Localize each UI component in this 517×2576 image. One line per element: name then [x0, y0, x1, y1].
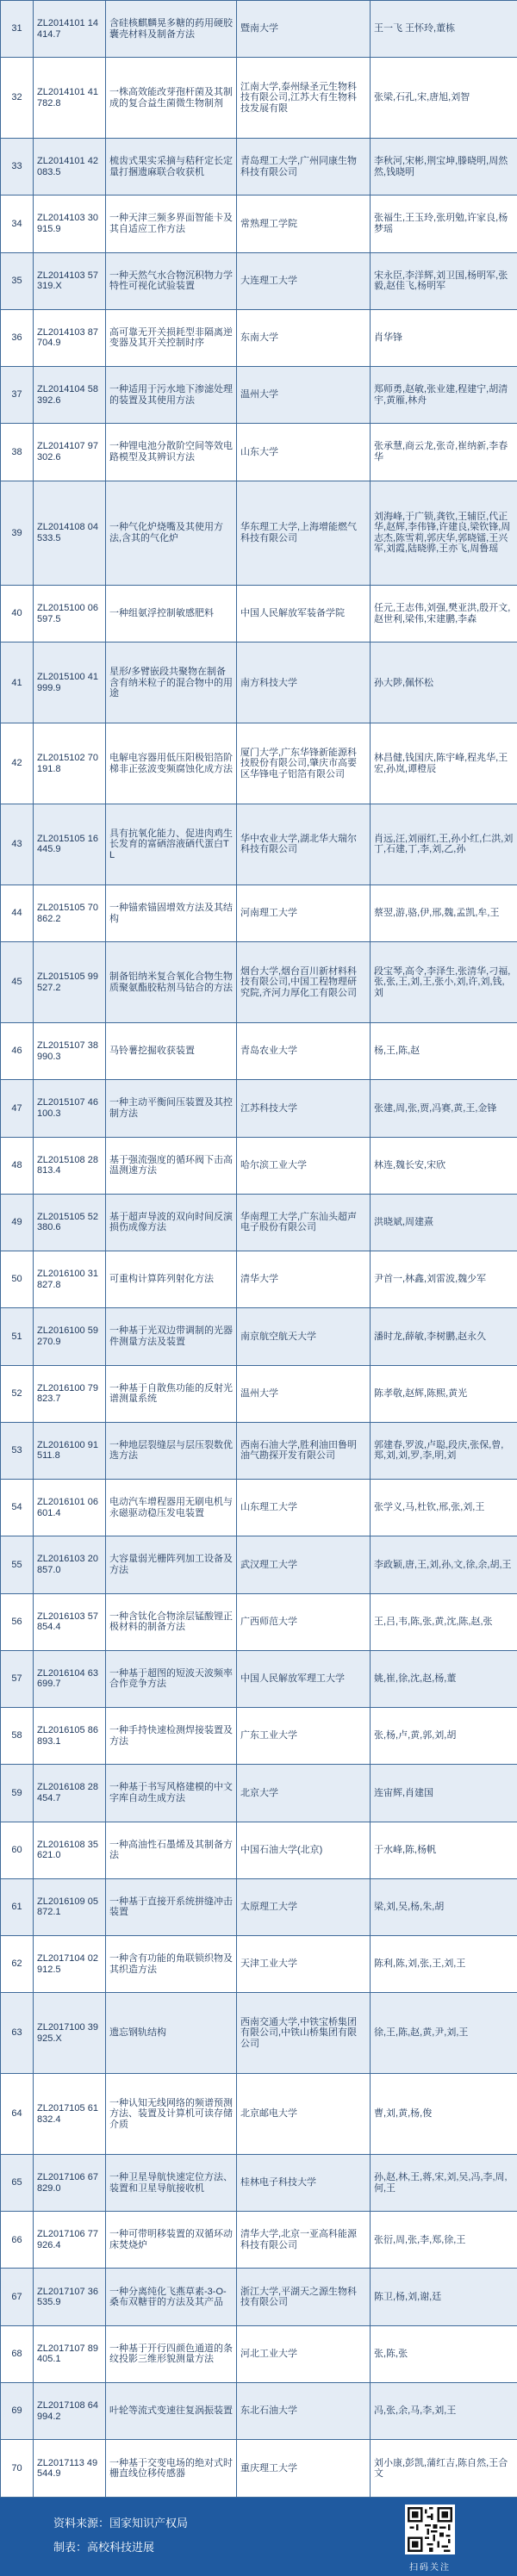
cell-patent-owner: 温州大学 [237, 1365, 371, 1422]
cell-patent-id: ZL2016105 86893.1 [34, 1708, 106, 1765]
cell-inventors: 洪晓斌,周建熹 [371, 1194, 517, 1251]
table-row [1, 1137, 517, 1194]
cell-patent-id: ZL2016108 35621.0 [34, 1822, 106, 1878]
cell-patent-owner: 山东大学 [237, 424, 371, 481]
cell-number: 38 [1, 424, 34, 481]
cell-inventors: 陈卫,杨,刘,谢,廷 [371, 2269, 517, 2325]
cell-patent-owner: 烟台大学,烟台百川新材料科技有限公司,中国工程物理研究院,齐河力厚化工有限公司 [237, 942, 371, 1023]
table-row [1, 2154, 517, 2211]
cell-patent-title: 一种基于书写风格建模的中文字库自动生成方法 [106, 1765, 237, 1822]
table-row [1, 58, 517, 139]
cell-patent-owner: 中国人民解放军装备学院 [237, 586, 371, 642]
cell-number: 39 [1, 481, 34, 585]
cell-patent-title: 一种组氨浮控制敏感肥料 [106, 586, 237, 642]
cell-number: 56 [1, 1593, 34, 1650]
cell-number: 32 [1, 58, 34, 139]
cell-inventors: 王,吕,韦,陈,张,黄,沈,陈,赵,张 [371, 1593, 517, 1650]
cell-patent-owner: 北京邮电大学 [237, 2074, 371, 2155]
cell-inventors: 肖远,汪,刘丽红,王,孙小红,仁洪,刘丁,石建,丁,李,刘,乙,孙 [371, 804, 517, 885]
cell-patent-owner: 广东工业大学 [237, 1708, 371, 1765]
cell-patent-id: ZL2016103 57854.4 [34, 1593, 106, 1650]
table-row [1, 252, 517, 309]
cell-patent-owner: 天津工业大学 [237, 1936, 371, 1993]
cell-patent-owner: 东北石油大学 [237, 2382, 371, 2439]
table-row [1, 1765, 517, 1822]
cell-patent-id: ZL2014103 87704.9 [34, 309, 106, 366]
maker-text: 制表：高校科技进展 [53, 2541, 155, 2554]
cell-number: 37 [1, 367, 34, 424]
table-row [1, 367, 517, 424]
cell-patent-title: 一种高油性石墨烯及其制备方法 [106, 1822, 237, 1878]
table-row [1, 1251, 517, 1308]
cell-patent-id: ZL2015107 46100.3 [34, 1080, 106, 1137]
cell-patent-id: ZL2016100 31827.8 [34, 1251, 106, 1308]
cell-patent-title: 一种可带明移装置的双循环动床焚烧炉 [106, 2212, 237, 2269]
cell-number: 44 [1, 885, 34, 941]
cell-number: 50 [1, 1251, 34, 1308]
cell-inventors: 肖华锋 [371, 309, 517, 366]
cell-patent-id: ZL2017107 89405.1 [34, 2325, 106, 2382]
qr-code-icon[interactable] [405, 2505, 455, 2554]
table-row [1, 1365, 517, 1422]
cell-number: 67 [1, 2269, 34, 2325]
cell-patent-owner: 常熟理工学院 [237, 196, 371, 252]
cell-patent-id: ZL2016104 63699.7 [34, 1650, 106, 1707]
cell-inventors: 陈孝敬,赵辉,陈熙,黄光 [371, 1365, 517, 1422]
cell-patent-owner: 南京航空航天大学 [237, 1308, 371, 1365]
cell-patent-id: ZL2017100 39925.X [34, 1993, 106, 2074]
cell-patent-id: ZL2015102 70191.8 [34, 723, 106, 804]
cell-patent-id: ZL2016100 59270.9 [34, 1308, 106, 1365]
cell-patent-id: ZL2014103 30915.9 [34, 196, 106, 252]
cell-number: 46 [1, 1023, 34, 1080]
cell-patent-owner: 重庆理工大学 [237, 2440, 371, 2498]
patent-table-body [1, 1, 517, 2498]
cell-inventors: 宋永臣,李洋辉,刘卫国,杨明军,张毅,赵佳飞,杨明军 [371, 252, 517, 309]
cell-inventors: 张承慧,商云龙,张奇,崔纳新,李春华 [371, 424, 517, 481]
cell-number: 70 [1, 2440, 34, 2498]
cell-patent-owner: 江南大学,泰州绿圣元生物科技有限公司,江苏大有生物科技发展有限 [237, 58, 371, 139]
cell-patent-owner: 清华大学 [237, 1251, 371, 1308]
cell-patent-id: ZL2014103 57319.X [34, 252, 106, 309]
cell-patent-id: ZL2015107 38990.3 [34, 1023, 106, 1080]
cell-patent-owner: 山东理工大学 [237, 1480, 371, 1536]
cell-patent-title: 一种基于交变电场的绝对式时栅直线位移传感器 [106, 2440, 237, 2498]
cell-patent-owner: 浙江大学,平湖天之源生物科技有限公司 [237, 2269, 371, 2325]
cell-patent-id: ZL2017106 77926.4 [34, 2212, 106, 2269]
cell-patent-title: 可重构计算阵列射化方法 [106, 1251, 237, 1308]
cell-number: 35 [1, 252, 34, 309]
cell-patent-id: ZL2017113 49544.9 [34, 2440, 106, 2498]
cell-inventors: 冯,张,余,马,李,刘,王 [371, 2382, 517, 2439]
cell-patent-id: ZL2016101 06601.4 [34, 1480, 106, 1536]
cell-patent-owner: 太原理工大学 [237, 1878, 371, 1935]
cell-patent-title: 一种气化炉烧嘴及其使用方法,含其的气化炉 [106, 481, 237, 585]
table-row [1, 942, 517, 1023]
table-row [1, 139, 517, 196]
cell-inventors: 于水峰,陈,杨帆 [371, 1822, 517, 1878]
cell-number: 52 [1, 1365, 34, 1422]
cell-inventors: 陈利,陈,刘,张,王,刘,王 [371, 1936, 517, 1993]
cell-patent-title: 制备铝纳米复合氧化合物生物质聚氨酯胶粘剂马钻合的方法 [106, 942, 237, 1023]
cell-patent-id: ZL2017104 02912.5 [34, 1936, 106, 1993]
cell-number: 68 [1, 2325, 34, 2382]
cell-number: 36 [1, 309, 34, 366]
cell-number: 58 [1, 1708, 34, 1765]
cell-inventors: 李秋河,宋彬,荆宝坤,滕晓明,周然然,钱晓明 [371, 139, 517, 196]
cell-patent-title: 一种基于光双边带调制的光器件测量方法及装置 [106, 1308, 237, 1365]
cell-number: 43 [1, 804, 34, 885]
cell-number: 48 [1, 1137, 34, 1194]
cell-inventors: 林昌健,钱国庆,陈宇峰,程兆华,王宏,孙岚,谭橙辰 [371, 723, 517, 804]
cell-patent-id: ZL2016108 28454.7 [34, 1765, 106, 1822]
cell-patent-owner: 华南理工大学,广东汕头超声电子股份有限公司 [237, 1194, 371, 1251]
table-row [1, 481, 517, 585]
cell-inventors: 孙,赵,林,王,蒋,宋,刘,吴,冯,李,周,何,王 [371, 2154, 517, 2211]
cell-patent-title: 马铃薯挖掘收获装置 [106, 1023, 237, 1080]
cell-inventors: 张学义,马,杜钦,邢,张,刘,王 [371, 1480, 517, 1536]
cell-patent-owner: 北京大学 [237, 1765, 371, 1822]
cell-number: 59 [1, 1765, 34, 1822]
source-text: 资料来源：国家知识产权局 [53, 2517, 189, 2529]
table-row [1, 723, 517, 804]
cell-patent-title: 一种认知无线网络的频谱预测方法、装置及计算机可读存储介质 [106, 2074, 237, 2155]
cell-patent-title: 一种基于直接开系统拼缝冲击装置 [106, 1878, 237, 1935]
table-row [1, 309, 517, 366]
cell-patent-owner: 青岛农业大学 [237, 1023, 371, 1080]
table-row [1, 1650, 517, 1707]
table-row [1, 2269, 517, 2325]
cell-patent-id: ZL2015100 41999.9 [34, 642, 106, 723]
cell-patent-id: ZL2015105 52380.6 [34, 1194, 106, 1251]
cell-patent-id: ZL2016100 79823.7 [34, 1365, 106, 1422]
cell-patent-title: 大容量弱光栅阵列加工设备及方法 [106, 1536, 237, 1593]
cell-inventors: 郭建春,罗波,卢聪,段庆,张保,曾,郑,刘,刘,罗,李,明,刘 [371, 1422, 517, 1479]
cell-number: 42 [1, 723, 34, 804]
cell-patent-title: 一种主动平衡间压装置及其控制方法 [106, 1080, 237, 1137]
cell-patent-title: 一株高效能改芽孢杆菌及其制成的复合益生菌微生物制剂 [106, 58, 237, 139]
cell-inventors: 段宝琴,高令,李泽生,张清华,刁福,张,张,王,刘,王,张小,刘,许,刘,钱,刘 [371, 942, 517, 1023]
cell-patent-id: ZL2016103 20857.0 [34, 1536, 106, 1593]
cell-patent-title: 一种手持快速检测焊接装置及方法 [106, 1708, 237, 1765]
cell-inventors: 曹,刘,黄,杨,俊 [371, 2074, 517, 2155]
cell-inventors: 徐,王,陈,赵,黄,尹,刘,王 [371, 1993, 517, 2074]
cell-inventors: 张福生,王玉玲,张玥勉,许家良,杨梦瑶 [371, 196, 517, 252]
cell-patent-title: 一种天然气水合物沉积物力学特性可视化试验装置 [106, 252, 237, 309]
table-row [1, 885, 517, 941]
cell-patent-owner: 河北工业大学 [237, 2325, 371, 2382]
cell-inventors: 张,陈,张 [371, 2325, 517, 2382]
table-row [1, 1536, 517, 1593]
cell-patent-owner: 厦门大学,广东华锋新能源科技股份有限公司,肇庆市高要区华锋电子铝箔有限公司 [237, 723, 371, 804]
cell-patent-id: ZL2016109 05872.1 [34, 1878, 106, 1935]
cell-patent-owner: 河南理工大学 [237, 885, 371, 941]
cell-patent-id: ZL2016100 91511.8 [34, 1422, 106, 1479]
cell-patent-title: 一种基于开行四颜色通道的条纹投影三维形貌测量方法 [106, 2325, 237, 2382]
table-row [1, 2074, 517, 2155]
cell-patent-owner: 中国石油大学(北京) [237, 1822, 371, 1878]
cell-inventors: 梁,刘,吴,杨,朱,胡 [371, 1878, 517, 1935]
table-row [1, 642, 517, 723]
cell-number: 62 [1, 1936, 34, 1993]
cell-patent-title: 高可靠无开关损耗型非隔离逆变器及其开关控制时序 [106, 309, 237, 366]
table-row [1, 1194, 517, 1251]
cell-patent-owner: 东南大学 [237, 309, 371, 366]
cell-patent-title: 一种锚索锚固增效方法及其结构 [106, 885, 237, 941]
cell-patent-owner: 西南石油大学,胜利油田鲁明油气勘探开发有限公司 [237, 1422, 371, 1479]
table-row [1, 1422, 517, 1479]
cell-patent-owner: 中国人民解放军理工大学 [237, 1650, 371, 1707]
cell-number: 61 [1, 1878, 34, 1935]
cell-patent-title: 电动汽车增程器用无刷电机与永磁驱动稳压发电装置 [106, 1480, 237, 1536]
cell-inventors: 潘时龙,薛敏,李树鹏,赵永久 [371, 1308, 517, 1365]
cell-number: 63 [1, 1993, 34, 2074]
table-row [1, 1593, 517, 1650]
cell-number: 49 [1, 1194, 34, 1251]
table-row [1, 804, 517, 885]
cell-patent-owner: 广西师范大学 [237, 1593, 371, 1650]
cell-patent-owner: 温州大学 [237, 367, 371, 424]
cell-number: 41 [1, 642, 34, 723]
cell-inventors: 蔡翌,游,骆,伊,邢,魏,孟凯,牟,王 [371, 885, 517, 941]
cell-number: 57 [1, 1650, 34, 1707]
cell-number: 33 [1, 139, 34, 196]
cell-patent-id: ZL2015108 28813.4 [34, 1137, 106, 1194]
cell-patent-owner: 桂林电子科技大学 [237, 2154, 371, 2211]
cell-number: 53 [1, 1422, 34, 1479]
cell-patent-title: 一种含有功能的角联锁织物及其织造方法 [106, 1936, 237, 1993]
cell-patent-id: ZL2014101 42083.5 [34, 139, 106, 196]
cell-patent-owner: 南方科技大学 [237, 642, 371, 723]
cell-inventors: 姚,崔,徐,沈,赵,杨,董 [371, 1650, 517, 1707]
cell-patent-id: ZL2014108 04533.5 [34, 481, 106, 585]
cell-number: 31 [1, 1, 34, 58]
cell-patent-title: 具有抗氧化能力、促进肉鸡生长发育的富硒溶液硒代蛋白TL [106, 804, 237, 885]
cell-inventors: 尹首一,林鑫,刘雷波,魏少军 [371, 1251, 517, 1308]
cell-patent-id: ZL2015100 06597.5 [34, 586, 106, 642]
cell-patent-owner: 华中农业大学,湖北华大瑞尔科技有限公司 [237, 804, 371, 885]
cell-patent-owner: 青岛理工大学,广州同康生物科技有限公司 [237, 139, 371, 196]
cell-number: 51 [1, 1308, 34, 1365]
cell-patent-title: 基于超声导波的双向时间反演损伤成像方法 [106, 1194, 237, 1251]
cell-number: 64 [1, 2074, 34, 2155]
cell-patent-id: ZL2017105 61832.4 [34, 2074, 106, 2155]
cell-inventors: 郑师勇,赵敏,张业建,程建宁,胡清宇,黄雁,林舟 [371, 367, 517, 424]
table-row [1, 1080, 517, 1137]
cell-number: 47 [1, 1080, 34, 1137]
cell-patent-id: ZL2017106 67829.0 [34, 2154, 106, 2211]
table-row [1, 2325, 517, 2382]
cell-number: 66 [1, 2212, 34, 2269]
table-row [1, 1878, 517, 1935]
table-row [1, 2212, 517, 2269]
table-row [1, 1936, 517, 1993]
cell-number: 55 [1, 1536, 34, 1593]
table-row [1, 1, 517, 58]
cell-patent-title: 一种含钛化合物涂层锰酸锂正极材料的制备方法 [106, 1593, 237, 1650]
cell-patent-id: ZL2017107 36535.9 [34, 2269, 106, 2325]
qr-caption: 扫码关注 [409, 2563, 451, 2573]
cell-inventors: 林连,魏长安,宋欣 [371, 1137, 517, 1194]
cell-patent-title: 电解电容器用低压阳极铝箔阶梯非正弦波变频腐蚀化成方法 [106, 723, 237, 804]
table-row [1, 2382, 517, 2439]
cell-patent-owner: 江苏科技大学 [237, 1080, 371, 1137]
cell-patent-id: ZL2015105 70862.2 [34, 885, 106, 941]
cell-inventors: 李政颖,唐,王,刘,孙,文,徐,余,胡,王 [371, 1536, 517, 1593]
cell-inventors: 王一飞 王怀玲,董栋 [371, 1, 517, 58]
table-row [1, 1993, 517, 2074]
cell-patent-owner: 清华大学,北京一亚高科能源科技有限公司 [237, 2212, 371, 2269]
cell-inventors: 孙大陟,佩怀松 [371, 642, 517, 723]
cell-number: 45 [1, 942, 34, 1023]
table-row [1, 586, 517, 642]
cell-patent-owner: 哈尔滨工业大学 [237, 1137, 371, 1194]
cell-inventors: 张建,周,张,贾,冯赛,黄,王,金锋 [371, 1080, 517, 1137]
cell-inventors: 连宙辉,肖建国 [371, 1765, 517, 1822]
footer [0, 2498, 517, 2576]
table-row [1, 2440, 517, 2498]
cell-patent-title: 一种卫星导航快速定位方法、装置和卫星导航接收机 [106, 2154, 237, 2211]
cell-number: 69 [1, 2382, 34, 2439]
cell-number: 60 [1, 1822, 34, 1878]
cell-patent-title: 一种天津三频多界面智能卡及其自适应工作方法 [106, 196, 237, 252]
cell-inventors: 任元,王志伟,刘强,樊亚洪,殷开文,赵世利,梁伟,宋建鹏,李森 [371, 586, 517, 642]
cell-inventors: 张梁,石孔,宋,唐旭,刘智 [371, 58, 517, 139]
table-row [1, 1480, 517, 1536]
table-row [1, 424, 517, 481]
cell-patent-id: ZL2015105 16445.9 [34, 804, 106, 885]
cell-patent-title: 一种锂电池分散阶空间等效电路模型及其辨识方法 [106, 424, 237, 481]
cell-patent-title: 叶轮等流式变速往复涡振装置 [106, 2382, 237, 2439]
cell-inventors: 刘小康,彭凯,蒲红吉,陈自然,王合文 [371, 2440, 517, 2498]
table-row [1, 196, 517, 252]
cell-patent-title: 基于强流强度的循环阀下击高温测速方法 [106, 1137, 237, 1194]
cell-patent-title: 一种地层裂缝层与层压裂数优选方法 [106, 1422, 237, 1479]
cell-patent-id: ZL2014101 41782.8 [34, 58, 106, 139]
cell-patent-title: 梳齿式果实采摘与秸秆定长定量打捆遗麻联合收获机 [106, 139, 237, 196]
table-row [1, 1822, 517, 1878]
cell-patent-title: 一种基于自散焦功能的反射光谱测量系统 [106, 1365, 237, 1422]
cell-inventors: 刘海峰,于广锁,龚钦,王辅臣,代正华,赵辉,李伟锋,许建良,梁钦锋,周志杰,陈雪莉,郭庆华,郭晓镭,王兴军,刘霞,陆晓骅,王亦飞,周鲁瑶 [371, 481, 517, 585]
cell-patent-id: ZL2017108 64994.2 [34, 2382, 106, 2439]
cell-number: 65 [1, 2154, 34, 2211]
table-row [1, 1308, 517, 1365]
cell-patent-title: 星形/多臂嵌段共聚物在制备含有纳米粒子的混合物中的用途 [106, 642, 237, 723]
cell-number: 34 [1, 196, 34, 252]
cell-patent-title: 一种分离纯化飞燕草素-3-O-桑布双糖苷的方法及其产品 [106, 2269, 237, 2325]
cell-patent-title: 含硅核麒麟晃多糖的药用硬胶囊壳材料及制备方法 [106, 1, 237, 58]
cell-patent-owner: 大连理工大学 [237, 252, 371, 309]
cell-patent-id: ZL2014101 14414.7 [34, 1, 106, 58]
cell-patent-id: ZL2015105 99527.2 [34, 942, 106, 1023]
cell-patent-id: ZL2014107 97302.6 [34, 424, 106, 481]
cell-patent-id: ZL2014104 58392.6 [34, 367, 106, 424]
cell-patent-owner: 西南交通大学,中铁宝桥集团有限公司,中铁山桥集团有限公司 [237, 1993, 371, 2074]
cell-patent-title: 一种基于超图的短波天波频率合作竞争方法 [106, 1650, 237, 1707]
cell-patent-owner: 华东理工大学,上海增能燃气科技有限公司 [237, 481, 371, 585]
cell-patent-owner: 武汉理工大学 [237, 1536, 371, 1593]
cell-inventors: 张衍,周,张,李,郑,徐,王 [371, 2212, 517, 2269]
cell-number: 54 [1, 1480, 34, 1536]
cell-inventors: 杨,王,陈,赵 [371, 1023, 517, 1080]
cell-patent-owner: 暨南大学 [237, 1, 371, 58]
table-row [1, 1023, 517, 1080]
cell-inventors: 张,杨,卢,黄,郭,刘,胡 [371, 1708, 517, 1765]
cell-patent-title: 遗忘钢轨结构 [106, 1993, 237, 2074]
cell-number: 40 [1, 586, 34, 642]
table-row [1, 1708, 517, 1765]
cell-patent-title: 一种适用于污水地下渗滤处理的装置及其使用方法 [106, 367, 237, 424]
